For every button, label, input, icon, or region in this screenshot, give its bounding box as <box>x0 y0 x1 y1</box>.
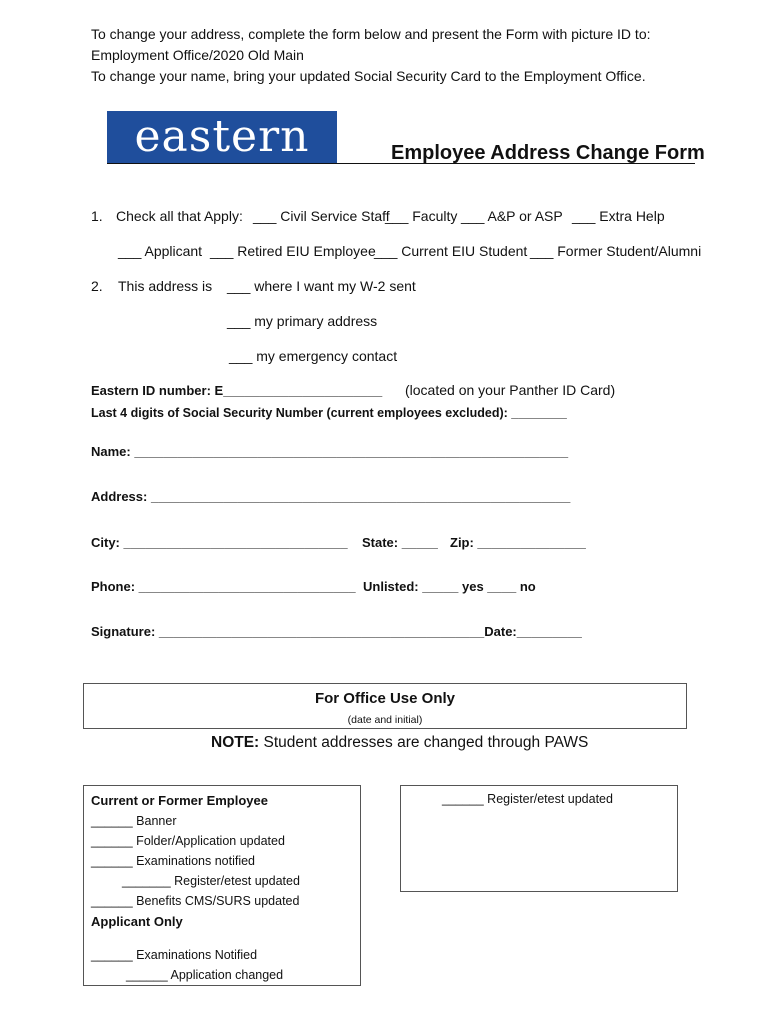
logo-text: eastern <box>134 111 310 162</box>
employee-heading: Current or Former Employee <box>91 793 268 808</box>
q1-option-former-student[interactable]: ___ Former Student/Alumni <box>530 243 702 259</box>
address-field[interactable]: Address: __________________________________________________________ <box>91 489 571 504</box>
eastern-id-note: (located on your Panther ID Card) <box>405 382 616 398</box>
q1-option-extra-help[interactable]: ___ Extra Help <box>572 208 665 224</box>
q2-option-primary[interactable]: ___ my primary address <box>227 313 378 329</box>
note-line <box>211 734 588 752</box>
q2-number: 2. <box>91 278 103 294</box>
state-field[interactable]: State: _____ <box>362 535 438 550</box>
office-use-subtitle: (date and initial) <box>347 714 423 726</box>
checklist-banner[interactable]: ______ Banner <box>91 814 177 828</box>
q1-label: Check all that Apply: <box>116 208 243 224</box>
q1-number: 1. <box>91 208 103 224</box>
city-field[interactable]: City: _______________________________ <box>91 535 348 550</box>
q1-option-faculty[interactable]: ___ Faculty <box>385 208 458 224</box>
q1-option-civil-service[interactable]: ___ Civil Service Staff <box>253 208 390 224</box>
q1-option-ap-asp[interactable]: ___ A&P or ASP <box>461 208 563 224</box>
q1-option-current-student[interactable]: ___ Current EIU Student <box>374 243 528 259</box>
q2-option-w2[interactable]: ___ where I want my W-2 sent <box>227 278 416 294</box>
checklist-benefits[interactable]: ______ Benefits CMS/SURS updated <box>91 894 300 908</box>
checklist-exams[interactable]: ______ Examinations notified <box>91 854 256 868</box>
applicant-application[interactable]: ______ Application changed <box>126 968 284 982</box>
checklist-folder[interactable]: ______ Folder/Application updated <box>91 834 285 848</box>
office-use-title: For Office Use Only <box>314 690 456 707</box>
q2-option-emergency[interactable]: ___ my emergency contact <box>229 348 398 364</box>
zip-field[interactable]: Zip: _______________ <box>450 535 586 550</box>
q1-option-applicant[interactable]: ___ Applicant <box>118 243 203 259</box>
ssn-field[interactable]: Last 4 digits of Social Security Number (current employees excluded): ________ <box>91 406 567 420</box>
office-use-box <box>83 683 687 729</box>
instruction-line-3: To change your name, bring your updated Social Security Card to the Employment Office. <box>91 68 646 84</box>
note-text: Student addresses are changed through PAWS <box>259 734 589 751</box>
form-title: Employee Address Change Form <box>391 142 705 164</box>
phone-field[interactable]: Phone: ______________________________ <box>91 579 356 594</box>
name-field[interactable]: Name: ____________________________________________________________ <box>91 444 569 459</box>
checklist-register[interactable]: _______ Register/etest updated <box>122 874 300 888</box>
register-updated[interactable]: ______ Register/etest updated <box>442 792 613 806</box>
instruction-line-1: To change your address, complete the form below and present the Form with picture ID to: <box>91 26 651 42</box>
employee-checklist-box <box>83 785 361 986</box>
applicant-heading: Applicant Only <box>91 914 183 929</box>
eastern-logo <box>107 111 337 163</box>
q2-label: This address is <box>118 278 213 294</box>
register-box <box>400 785 678 892</box>
note-label: NOTE: <box>211 734 260 751</box>
signature-date-field[interactable]: Signature: _____________________________________________Date:_________ <box>91 624 582 639</box>
unlisted-field[interactable]: Unlisted: _____ yes ____ no <box>363 579 536 594</box>
eastern-id-field[interactable]: Eastern ID number: E______________________ <box>91 383 383 398</box>
instruction-line-2: Employment Office/2020 Old Main <box>91 47 304 63</box>
applicant-exams[interactable]: ______ Examinations Notified <box>91 948 258 962</box>
q1-option-retired[interactable]: ___ Retired EIU Employee <box>210 243 376 259</box>
